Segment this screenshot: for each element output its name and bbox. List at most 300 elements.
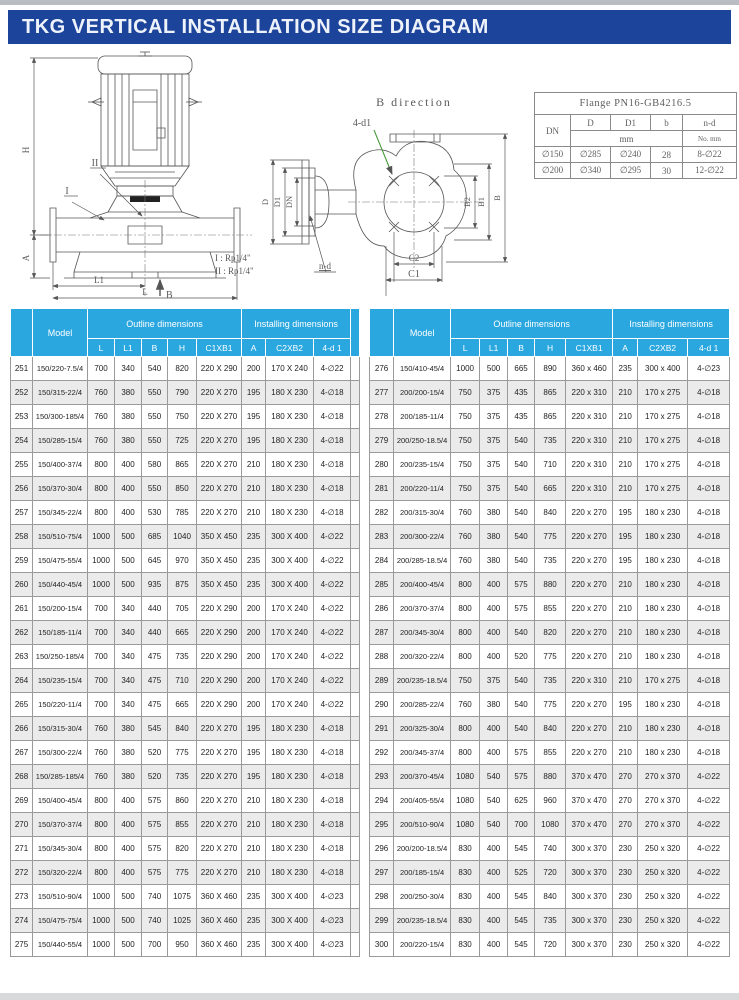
table-cell: 340 — [115, 645, 142, 669]
table-cell: 220 x 270 — [566, 693, 613, 717]
table-cell: 220 X 270 — [197, 789, 242, 813]
table-cell: 380 — [115, 381, 142, 405]
flange-spec-table — [534, 92, 737, 179]
table-cell: 220 X 290 — [197, 597, 242, 621]
table-cell: 520 — [508, 645, 535, 669]
row-number-cell: 285 — [370, 573, 394, 597]
table-cell: 220 x 310 — [566, 405, 613, 429]
table-cell: 180 x 230 — [638, 693, 688, 717]
table-cell: 235 — [242, 933, 266, 957]
row-number-cell: 262 — [11, 621, 33, 645]
row-number-cell: 287 — [370, 621, 394, 645]
table-row — [11, 885, 360, 909]
table-cell: 760 — [88, 765, 115, 789]
table-cell: 4-∅22 — [688, 789, 730, 813]
row-number-cell: 261 — [11, 597, 33, 621]
table-row — [370, 789, 730, 813]
table-cell: 195 — [242, 717, 266, 741]
table-cell: 540 — [508, 621, 535, 645]
table-cell: 1075 — [168, 885, 197, 909]
table-cell: 4-∅22 — [688, 885, 730, 909]
table-cell: 540 — [508, 669, 535, 693]
table-cell: 400 — [480, 645, 508, 669]
table-cell: 220 X 290 — [197, 621, 242, 645]
table-cell: 220 x 270 — [566, 621, 613, 645]
table-cell: 665 — [168, 621, 197, 645]
table-cell: 150/220-7.5/4 — [33, 357, 88, 381]
table-cell: 180 X 230 — [266, 405, 314, 429]
table-cell: 735 — [535, 549, 566, 573]
table-cell: 360 x 460 — [566, 357, 613, 381]
table-cell: 210 — [242, 789, 266, 813]
table-cell: 210 — [613, 573, 638, 597]
table-row — [370, 525, 730, 549]
table-cell: 150/510-90/4 — [33, 885, 88, 909]
row-number-cell: 266 — [11, 717, 33, 741]
table-cell: 200/370-45/4 — [394, 765, 451, 789]
table-cell: 440 — [142, 621, 168, 645]
table-cell: 575 — [508, 573, 535, 597]
table-cell: 150/410-45/4 — [394, 357, 451, 381]
table-cell: 4-∅22 — [688, 933, 730, 957]
table-cell: 1080 — [535, 813, 566, 837]
table-row — [370, 429, 730, 453]
table-cell: 300 x 370 — [566, 837, 613, 861]
spacer-cell — [351, 621, 360, 645]
row-number-cell: 281 — [370, 477, 394, 501]
table-row — [11, 501, 360, 525]
table-cell: 210 — [613, 429, 638, 453]
table-cell: 150/400-37/4 — [33, 453, 88, 477]
table-cell: 4-∅18 — [688, 621, 730, 645]
table-cell: 950 — [168, 933, 197, 957]
left-size-table — [10, 308, 360, 957]
spacer-cell — [351, 693, 360, 717]
row-number-cell: 300 — [370, 933, 394, 957]
table-row — [11, 621, 360, 645]
table-cell: 200/220-11/4 — [394, 477, 451, 501]
table-cell: 210 — [242, 813, 266, 837]
table-cell: 540 — [508, 693, 535, 717]
table-cell: 150/345-22/4 — [33, 501, 88, 525]
table-cell: 750 — [451, 405, 480, 429]
table-cell: 380 — [480, 549, 508, 573]
table-cell: 800 — [88, 861, 115, 885]
table-cell: 230 — [613, 837, 638, 861]
row-number-cell: 254 — [11, 429, 33, 453]
table-cell: 4-∅23 — [314, 885, 351, 909]
table-cell: 210 — [613, 741, 638, 765]
table-cell: 380 — [480, 501, 508, 525]
table-cell: 750 — [451, 453, 480, 477]
table-cell: 400 — [115, 501, 142, 525]
row-number-header — [370, 309, 394, 357]
table-row — [370, 645, 730, 669]
table-cell: 180 x 230 — [638, 573, 688, 597]
table-row — [370, 477, 730, 501]
table-cell: 375 — [480, 381, 508, 405]
flange-col-d: D — [571, 115, 611, 131]
table-cell: 380 — [115, 429, 142, 453]
table-cell: 12-∅22 — [683, 163, 737, 179]
table-row — [370, 861, 730, 885]
table-row — [370, 597, 730, 621]
table-cell: 340 — [115, 669, 142, 693]
table-cell: 350 X 450 — [197, 549, 242, 573]
table-cell: 400 — [480, 573, 508, 597]
table-cell: 230 — [613, 909, 638, 933]
table-cell: 1000 — [88, 933, 115, 957]
table-cell: 970 — [168, 549, 197, 573]
table-cell: 520 — [142, 765, 168, 789]
table-cell: 200/235-18.5/4 — [394, 669, 451, 693]
table-cell: 760 — [88, 381, 115, 405]
table-cell: 180 x 230 — [638, 717, 688, 741]
table-cell: 375 — [480, 477, 508, 501]
row-number-cell: 253 — [11, 405, 33, 429]
table-cell: 400 — [115, 453, 142, 477]
col-a: A — [613, 339, 638, 357]
table-cell: 150/300-185/4 — [33, 405, 88, 429]
row-number-cell: 291 — [370, 717, 394, 741]
table-cell: 700 — [88, 645, 115, 669]
row-number-cell: 252 — [11, 381, 33, 405]
spacer-cell — [351, 813, 360, 837]
table-cell: 800 — [88, 789, 115, 813]
table-cell: 4-∅18 — [688, 549, 730, 573]
table-cell: 300 X 400 — [266, 909, 314, 933]
table-cell: 370 x 470 — [566, 813, 613, 837]
table-row — [535, 147, 737, 163]
table-cell: 4-∅23 — [688, 357, 730, 381]
table-cell: 180 x 230 — [638, 525, 688, 549]
table-cell: 500 — [115, 933, 142, 957]
table-cell: 300 X 400 — [266, 549, 314, 573]
table-cell: 725 — [168, 429, 197, 453]
table-cell: 4-∅22 — [688, 861, 730, 885]
table-cell: 865 — [168, 453, 197, 477]
table-cell: 1000 — [88, 525, 115, 549]
table-cell: 775 — [168, 861, 197, 885]
table-cell: 200 — [242, 597, 266, 621]
table-cell: 935 — [142, 573, 168, 597]
title-bar — [8, 10, 731, 44]
table-cell: 500 — [115, 885, 142, 909]
table-cell: 150/370-30/4 — [33, 477, 88, 501]
table-cell: 200/405-55/4 — [394, 789, 451, 813]
table-cell: 375 — [480, 453, 508, 477]
table-cell: 235 — [613, 357, 638, 381]
table-cell: 1040 — [168, 525, 197, 549]
table-cell: 180 X 230 — [266, 813, 314, 837]
table-cell: 235 — [242, 573, 266, 597]
dim-label-b1: B1 — [476, 197, 486, 207]
table-cell: 1000 — [451, 357, 480, 381]
row-number-cell: ∅150 — [535, 147, 571, 163]
table-row — [370, 693, 730, 717]
row-number-cell: 296 — [370, 837, 394, 861]
table-cell: 800 — [88, 477, 115, 501]
table-cell: 180 X 230 — [266, 477, 314, 501]
table-cell: 195 — [242, 381, 266, 405]
table-cell: 750 — [168, 405, 197, 429]
table-cell: 4-∅18 — [688, 597, 730, 621]
row-number-cell: 297 — [370, 861, 394, 885]
table-cell: 200/320-22/4 — [394, 645, 451, 669]
flange-table-wrap — [534, 92, 736, 179]
table-cell: 830 — [451, 837, 480, 861]
table-cell: 375 — [480, 405, 508, 429]
table-cell: 800 — [88, 501, 115, 525]
spacer-cell — [351, 477, 360, 501]
row-number-cell: 280 — [370, 453, 394, 477]
table-row — [370, 405, 730, 429]
table-cell: 200/200-18.5/4 — [394, 837, 451, 861]
table-cell: 300 x 400 — [638, 357, 688, 381]
table-cell: 150/475-75/4 — [33, 909, 88, 933]
table-cell: 170 x 275 — [638, 381, 688, 405]
table-cell: 545 — [142, 717, 168, 741]
table-row — [370, 357, 730, 381]
dim-label-c1: C1 — [408, 269, 420, 280]
table-cell: 150/235-15/4 — [33, 669, 88, 693]
spacer-cell — [351, 645, 360, 669]
table-cell: 150/315-30/4 — [33, 717, 88, 741]
table-row — [11, 669, 360, 693]
table-cell: 760 — [88, 717, 115, 741]
dim-label-l: L — [142, 287, 148, 297]
table-cell: 375 — [480, 669, 508, 693]
table-cell: 235 — [242, 549, 266, 573]
table-cell: 4-∅18 — [688, 477, 730, 501]
table-cell: 575 — [508, 765, 535, 789]
table-cell: 340 — [115, 693, 142, 717]
installing-dimensions-header: Installing dimensions — [613, 309, 730, 339]
table-cell: ∅240 — [611, 147, 651, 163]
table-cell: 220 X 270 — [197, 765, 242, 789]
table-cell: 200/345-30/4 — [394, 621, 451, 645]
table-cell: 250 x 320 — [638, 885, 688, 909]
table-cell: 400 — [115, 789, 142, 813]
table-cell: 340 — [115, 597, 142, 621]
table-row — [370, 381, 730, 405]
table-cell: 435 — [508, 405, 535, 429]
spacer-cell — [351, 405, 360, 429]
table-cell: 4-∅18 — [314, 837, 351, 861]
table-cell: 545 — [508, 933, 535, 957]
table-cell: 400 — [480, 597, 508, 621]
table-cell: 540 — [508, 717, 535, 741]
table-row — [11, 429, 360, 453]
table-cell: 150/475-55/4 — [33, 549, 88, 573]
table-cell: 820 — [168, 837, 197, 861]
table-cell: 1080 — [451, 789, 480, 813]
table-cell: 220 X 270 — [197, 501, 242, 525]
table-cell: 195 — [613, 501, 638, 525]
table-row — [11, 477, 360, 501]
table-cell: 150/300-22/4 — [33, 741, 88, 765]
table-cell: 740 — [142, 909, 168, 933]
table-cell: 850 — [168, 477, 197, 501]
table-row — [11, 381, 360, 405]
table-cell: 540 — [480, 765, 508, 789]
table-cell: 380 — [480, 525, 508, 549]
table-cell: 840 — [535, 717, 566, 741]
table-cell: 545 — [508, 909, 535, 933]
table-cell: 200/400-45/4 — [394, 573, 451, 597]
table-cell: 540 — [508, 429, 535, 453]
table-cell: 195 — [613, 549, 638, 573]
table-cell: 830 — [451, 933, 480, 957]
table-cell: 180 X 230 — [266, 765, 314, 789]
table-cell: 200/510-90/4 — [394, 813, 451, 837]
table-cell: 210 — [613, 717, 638, 741]
page-title: TKG VERTICAL INSTALLATION SIZE DIAGRAM — [22, 15, 489, 38]
table-cell: 180 x 230 — [638, 549, 688, 573]
table-cell: 4-∅22 — [688, 813, 730, 837]
table-cell: 180 x 230 — [638, 501, 688, 525]
table-cell: 4-∅22 — [314, 669, 351, 693]
table-cell: 210 — [242, 501, 266, 525]
table-cell: 4-∅18 — [314, 765, 351, 789]
table-cell: 735 — [535, 429, 566, 453]
table-cell: 800 — [451, 645, 480, 669]
spacer-cell — [351, 573, 360, 597]
table-row — [11, 693, 360, 717]
table-cell: 220 X 290 — [197, 357, 242, 381]
table-cell: 200 — [242, 669, 266, 693]
table-cell: 300 x 370 — [566, 933, 613, 957]
table-cell: 200/345-37/4 — [394, 741, 451, 765]
table-row — [11, 765, 360, 789]
table-cell: 220 x 310 — [566, 669, 613, 693]
row-number-header — [11, 309, 33, 357]
table-cell: 890 — [535, 357, 566, 381]
table-cell: 380 — [480, 693, 508, 717]
table-cell: ∅340 — [571, 163, 611, 179]
table-cell: 4-∅18 — [688, 693, 730, 717]
table-cell: 475 — [142, 669, 168, 693]
table-cell: 750 — [451, 669, 480, 693]
table-cell: 220 x 270 — [566, 741, 613, 765]
table-cell: 235 — [242, 525, 266, 549]
table-cell: 170 x 275 — [638, 477, 688, 501]
table-cell: 235 — [242, 909, 266, 933]
table-cell: 210 — [242, 477, 266, 501]
table-cell: 200/285-22/4 — [394, 693, 451, 717]
table-cell: 775 — [535, 693, 566, 717]
table-cell: 180 x 230 — [638, 645, 688, 669]
table-cell: 1000 — [88, 909, 115, 933]
col-4d1: 4-d 1 — [314, 339, 351, 357]
table-cell: 380 — [115, 741, 142, 765]
row-number-cell: 259 — [11, 549, 33, 573]
bolt-label-4d1: 4-d1 — [352, 118, 372, 129]
table-cell: 220 X 270 — [197, 381, 242, 405]
table-cell: 500 — [115, 909, 142, 933]
spacer-cell — [351, 885, 360, 909]
table-cell: 200 — [242, 621, 266, 645]
thread-note-2: II : Rp1/4" — [215, 266, 254, 276]
b-direction-title: B direction — [376, 95, 452, 109]
table-cell: 4-∅18 — [688, 669, 730, 693]
spacer-cell — [351, 525, 360, 549]
col-4d1: 4-d 1 — [688, 339, 730, 357]
table-cell: 400 — [480, 837, 508, 861]
table-cell: 270 x 370 — [638, 765, 688, 789]
table-cell: 250 x 320 — [638, 933, 688, 957]
table-cell: 710 — [168, 669, 197, 693]
table-cell: 220 x 270 — [566, 501, 613, 525]
table-cell: 735 — [535, 669, 566, 693]
table-cell: 440 — [142, 597, 168, 621]
dim-label-h: H — [21, 146, 31, 154]
table-cell: 1080 — [451, 765, 480, 789]
table-cell: 195 — [242, 765, 266, 789]
table-cell: 830 — [451, 861, 480, 885]
table-cell: 4-∅18 — [688, 525, 730, 549]
table-cell: 220 X 270 — [197, 741, 242, 765]
table-row — [370, 933, 730, 957]
table-cell: 230 — [613, 933, 638, 957]
table-cell: 150/440-55/4 — [33, 933, 88, 957]
table-cell: 220 X 270 — [197, 477, 242, 501]
spacer-cell — [351, 381, 360, 405]
flange-col-b: b — [651, 115, 683, 131]
dim-label-b2: B2 — [462, 197, 472, 207]
table-cell: 360 X 460 — [197, 933, 242, 957]
table-cell: 350 X 450 — [197, 573, 242, 597]
table-cell: 740 — [535, 837, 566, 861]
table-row — [370, 741, 730, 765]
table-row — [370, 885, 730, 909]
table-cell: 200/220-15/4 — [394, 933, 451, 957]
table-cell: 665 — [535, 477, 566, 501]
row-number-cell: 288 — [370, 645, 394, 669]
table-cell: 220 X 270 — [197, 429, 242, 453]
dim-label-b: B — [492, 195, 502, 201]
table-cell: 700 — [88, 669, 115, 693]
table-cell: 220 x 270 — [566, 645, 613, 669]
table-cell: 180 X 230 — [266, 741, 314, 765]
table-cell: 210 — [242, 453, 266, 477]
table-cell: 210 — [242, 861, 266, 885]
table-cell: 180 X 230 — [266, 717, 314, 741]
table-row — [370, 453, 730, 477]
table-cell: 4-∅18 — [314, 429, 351, 453]
row-number-cell: 294 — [370, 789, 394, 813]
table-cell: 700 — [88, 597, 115, 621]
table-cell: 775 — [168, 741, 197, 765]
table-cell: 710 — [535, 453, 566, 477]
table-cell: 840 — [168, 717, 197, 741]
table-cell: 820 — [535, 621, 566, 645]
table-cell: 700 — [88, 693, 115, 717]
table-row — [11, 909, 360, 933]
table-cell: 210 — [613, 669, 638, 693]
table-cell: 550 — [142, 405, 168, 429]
table-cell: 4-∅22 — [688, 765, 730, 789]
page-edge-bottom — [0, 993, 739, 1000]
table-cell: 400 — [115, 837, 142, 861]
table-cell: 720 — [535, 861, 566, 885]
table-cell: 575 — [142, 789, 168, 813]
table-cell: 170 x 275 — [638, 429, 688, 453]
flange-unit-nd: No. mm — [683, 131, 737, 147]
dim-label-dn: DN — [284, 195, 294, 209]
table-cell: 200/300-22/4 — [394, 525, 451, 549]
table-cell: 625 — [508, 789, 535, 813]
